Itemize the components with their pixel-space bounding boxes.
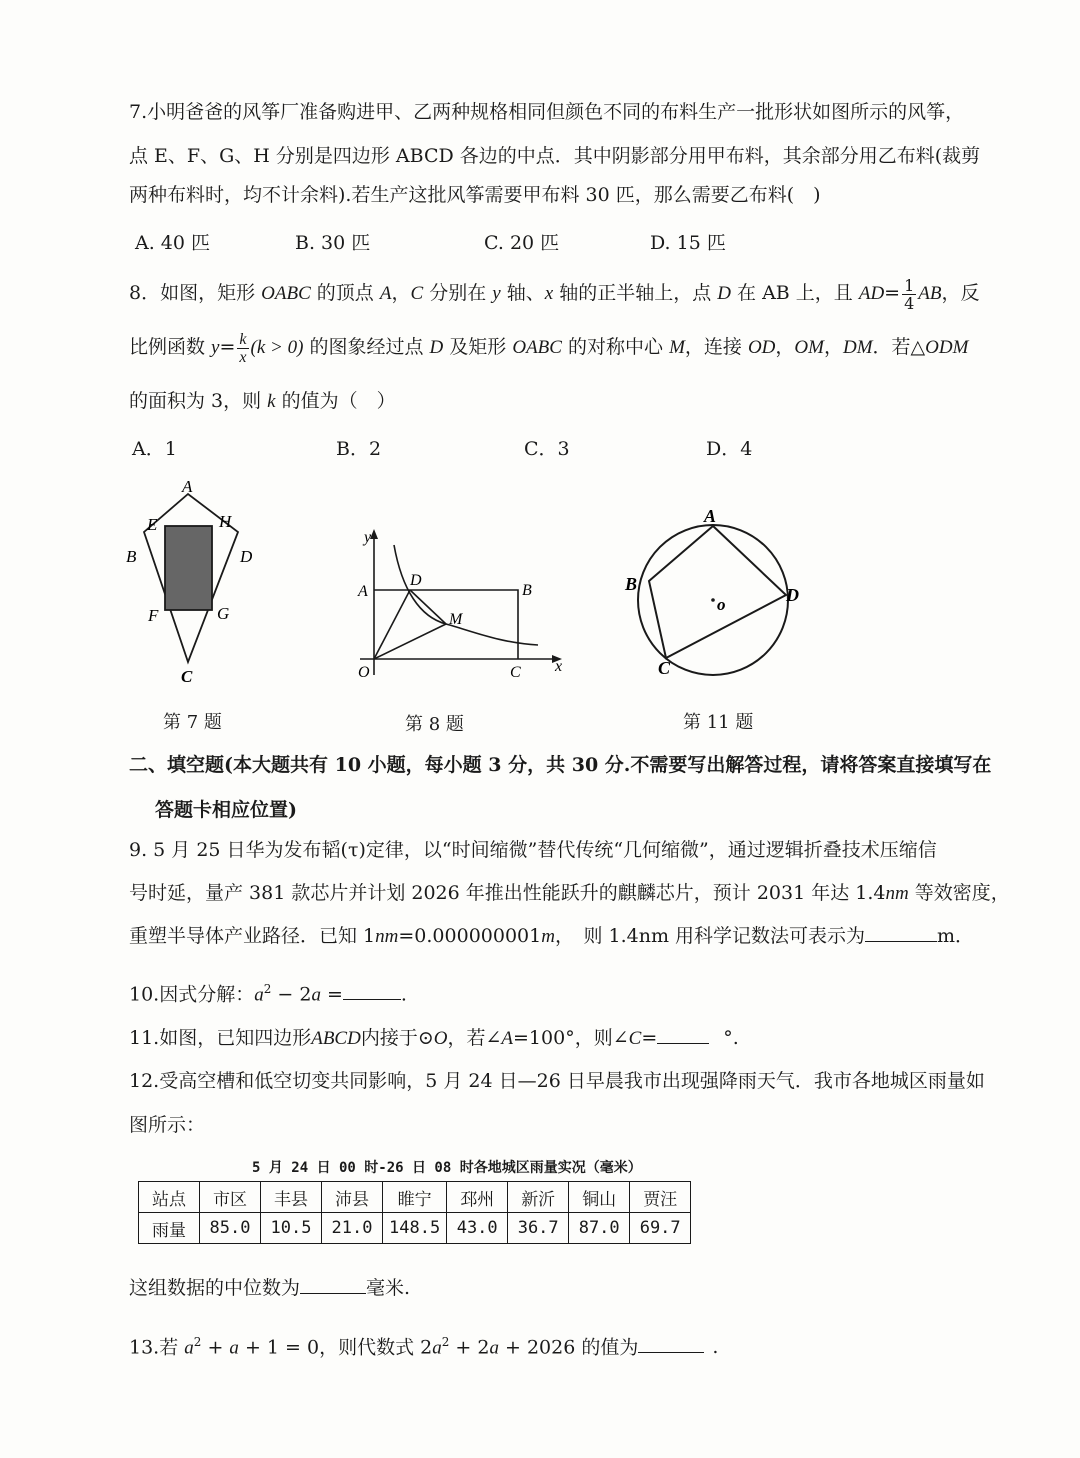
table-cell: 43.0	[447, 1213, 508, 1244]
q10-answer-blank[interactable]	[343, 981, 401, 1000]
table-cell: 沛县	[322, 1182, 383, 1213]
fig8-label-B: B	[522, 582, 532, 599]
q7-line1: 7.小明爸爸的风筝厂准备购进甲、乙两种规格相同但颜色不同的布料生产一批形状如图所示的风筝，	[129, 101, 965, 123]
q9-line2: 号时延，量产 381 款芯片并计划 2026 年推出性能跃升的麒麟芯片，预计 2031 年达 1.4nm 等效密度，	[129, 882, 1010, 904]
fig7-label-F: F	[148, 606, 159, 625]
q8-fraction-k-x: $\frac{k}{x}$	[239, 330, 247, 366]
table-cell: 148.5	[383, 1213, 447, 1244]
figure-11-cyclic-quadrilateral	[620, 500, 820, 685]
q8-fraction-1-4: $\frac{1}{4}$	[904, 275, 915, 313]
q7-option-b: B. 30 匹	[295, 232, 371, 254]
q9-answer-blank[interactable]	[865, 923, 937, 942]
q12-table-title: 5 月 24 日 00 时-26 日 08 时各地城区雨量实况（毫米）	[252, 1160, 642, 1176]
q8-line2: 比例函数 y= $\frac{k}{x}$ (k > 0) 的图象经过点 D 及矩形 OABC 的对称中心 M，连接 OD，OM，DM．若△ODM	[129, 330, 969, 366]
fig7-label-D: D	[240, 547, 253, 566]
table-cell: 铜山	[569, 1182, 630, 1213]
table-cell: 邳州	[447, 1182, 508, 1213]
table-row-header	[139, 1182, 691, 1213]
q8-option-b: B．2	[336, 438, 382, 460]
table-cell: 87.0	[569, 1213, 630, 1244]
fig7-label-G: G	[217, 604, 230, 623]
q7-option-c: C. 20 匹	[484, 232, 560, 254]
table-cell: 站点	[139, 1182, 200, 1213]
q7-line2: 点 E、F、G、H 分别是四边形 ABCD 各边的中点．其中阴影部分用甲布料，其余部分用乙布料(裁剪	[129, 145, 981, 167]
fig11-label-D: D	[786, 585, 799, 605]
q8-option-c: C．3	[524, 438, 570, 460]
q11-line: 11.如图，已知四边形ABCD内接于⊙O，若∠A=100°，则∠C= °.	[129, 1027, 739, 1049]
table-cell: 21.0	[322, 1213, 383, 1244]
q13-answer-blank[interactable]	[638, 1334, 704, 1353]
q8-line3: 的面积为 3，则 k 的值为（ ）	[129, 390, 396, 412]
fig7-label-H: H	[219, 512, 232, 531]
section2-heading-cont: 答题卡相应位置)	[155, 799, 297, 821]
table-cell: 36.7	[508, 1213, 569, 1244]
q8-line1: 8．如图，矩形 OABC 的顶点 A，C 分别在 y 轴、x 轴的正半轴上，点 D 在 AB 上，且 AD= $\frac{1}{4}$ AB，反	[129, 275, 980, 313]
fig11-label-B: B	[625, 574, 638, 594]
fig7-label-E: E	[147, 515, 158, 534]
q9-line3: 重塑半导体产业路径．已知 1nm=0.000000001m， 则 1.4nm 用科学记数法可表示为 m．	[129, 925, 975, 947]
fig8-caption: 第 8 题	[405, 714, 464, 735]
q13-line: 13.若 $a^2 + a + 1 = 0$，则代数式 $2a^2 + 2a + 2026$ 的值为 .	[129, 1335, 719, 1359]
table-cell: 雨量	[139, 1213, 200, 1244]
fig8-label-x: x	[555, 658, 563, 675]
table-cell: 新沂	[508, 1182, 569, 1213]
figure-8-rectangle	[350, 525, 575, 685]
table-cell: 贾汪	[630, 1182, 691, 1213]
q8-option-a: A．1	[132, 438, 177, 460]
q9-line1: 9. 5 月 25 日华为发布韬(τ)定律，以“时间缩微”替代传统“几何缩微”，通过逻辑折叠技术压缩信	[129, 839, 937, 861]
table-row-values	[139, 1213, 691, 1244]
q12-line2: 图所示：	[129, 1114, 206, 1136]
fig11-caption: 第 11 题	[683, 712, 754, 733]
fig8-label-C: C	[510, 664, 521, 681]
q7-line3: 两种布料时，均不计余料).若生产这批风筝需要甲布料 30 匹，那么需要乙布料( )	[129, 184, 821, 206]
section2-heading: 二、填空题(本大题共有 10 小题，每小题 3 分，共 30 分.不需要写出解答过程，请将答案直接填写在	[129, 754, 992, 776]
fig7-label-B: B	[126, 547, 137, 566]
fig11-label-o: o	[717, 595, 726, 614]
fig7-label-A: A	[182, 477, 193, 496]
q12-rainfall-table	[138, 1181, 691, 1244]
fig11-label-C: C	[658, 658, 671, 678]
q10-line: 10.因式分解：$a^2 - 2a$ = .	[129, 982, 407, 1006]
fig7-caption: 第 7 题	[163, 712, 222, 733]
table-cell: 10.5	[261, 1213, 322, 1244]
table-cell: 丰县	[261, 1182, 322, 1213]
fig11-label-A: A	[704, 506, 717, 526]
fig8-label-y: y	[364, 529, 372, 546]
table-cell: 69.7	[630, 1213, 691, 1244]
table-cell: 85.0	[200, 1213, 261, 1244]
table-cell: 睢宁	[383, 1182, 447, 1213]
q12-line1: 12.受高空槽和低空切变共同影响，5 月 24 日—26 日早晨我市出现强降雨天气．我市各地城区雨量如	[129, 1070, 985, 1092]
figure-7-kite	[115, 470, 265, 690]
q7-option-d: D. 15 匹	[650, 232, 726, 254]
fig8-label-D: D	[410, 572, 422, 589]
fig8-label-A: A	[358, 583, 368, 600]
q11-answer-blank[interactable]	[657, 1025, 709, 1044]
table-cell: 市区	[200, 1182, 261, 1213]
fig8-label-O: O	[358, 664, 370, 681]
fig7-label-C: C	[181, 667, 193, 686]
q12-after-line: 这组数据的中位数为 毫米.	[129, 1277, 411, 1299]
fig8-label-M: M	[449, 611, 463, 628]
q7-option-a: A. 40 匹	[135, 232, 211, 254]
q12-answer-blank[interactable]	[300, 1275, 366, 1294]
q8-option-d: D．4	[706, 438, 753, 460]
